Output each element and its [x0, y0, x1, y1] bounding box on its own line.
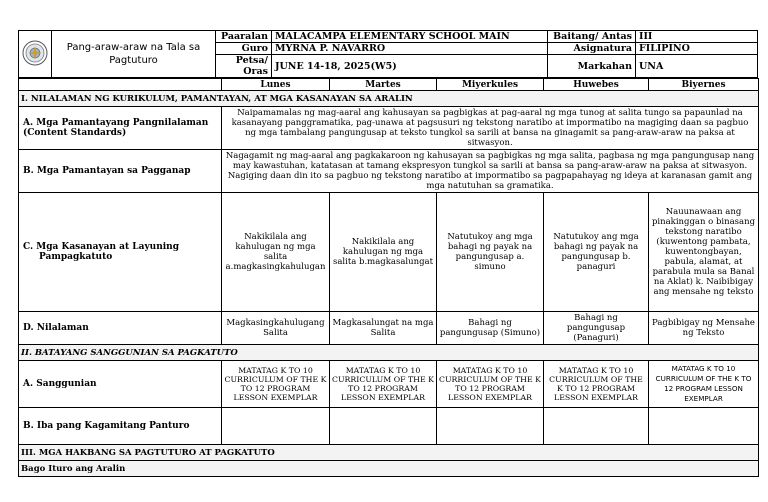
nilalaman-lunes: Magkasingkahulugang Salita: [222, 312, 330, 345]
sanggunian-miyerkules: MATATAG K TO 10 CURRICULUM OF THE K TO 12 PROGRAM LESSON EXEMPLAR: [437, 361, 544, 408]
paaralan-label: Paaralan: [216, 31, 272, 43]
sanggunian-huwebes: MATATAG K TO 10 CURRICULUM OF THE K TO 12 PROGRAM LESSON EXEMPLAR: [544, 361, 649, 408]
nilalaman-label: D. Nilalaman: [19, 312, 222, 345]
petsa-label: Petsa/ Oras: [216, 55, 272, 78]
performance-standards-label: B. Mga Pamantayan sa Pagganap: [19, 150, 222, 193]
row-performance-standards: [19, 150, 759, 193]
competencies-label-line1: C. Mga Kasanayan at Layuning: [23, 242, 180, 252]
day-miyerkules: Miyerkules: [437, 79, 544, 91]
day-huwebes: Huwebes: [544, 79, 649, 91]
nilalaman-martes: Magkasalungat na mga Salita: [330, 312, 437, 345]
section-3-title: III. MGA HAKBANG SA PAGTUTURO AT PAGKATUTO: [19, 445, 759, 461]
day-lunes: Lunes: [222, 79, 330, 91]
nilalaman-miyerkules: Bahagi ng pangungusap (Simuno): [437, 312, 544, 345]
nilalaman-huwebes: Bahagi ng pangungusap (Panaguri): [544, 312, 649, 345]
iba-pang-kagamitan-label: B. Iba pang Kagamitang Panturo: [19, 408, 222, 445]
guro-value: MYRNA P. NAVARRO: [272, 43, 548, 55]
paaralan-value: MALACAMPA ELEMENTARY SCHOOL MAIN: [272, 31, 548, 43]
iba-pang-miyerkules: [437, 408, 544, 445]
deped-seal: [19, 31, 52, 78]
iba-pang-huwebes: [544, 408, 649, 445]
sanggunian-lunes: MATATAG K TO 10 CURRICULUM OF THE K TO 12 PROGRAM LESSON EXEMPLAR: [222, 361, 330, 408]
subsection-row: [19, 461, 759, 477]
guro-label: Guro: [216, 43, 272, 55]
nilalaman-biyernes: Pagbibigay ng Mensahe ng Teksto: [649, 312, 759, 345]
sanggunian-martes: MATATAG K TO 10 CURRICULUM OF THE K TO 12 PROGRAM LESSON EXEMPLAR: [330, 361, 437, 408]
markahan-label: Markahan: [548, 55, 636, 78]
row-sanggunian: [19, 361, 759, 408]
section-row: [19, 345, 759, 361]
form-title: Pang-araw-araw na Tala sa Pagtuturo: [52, 31, 216, 78]
iba-pang-lunes: [222, 408, 330, 445]
competencies-label: [19, 193, 222, 312]
baitang-value: III: [636, 31, 758, 43]
day-martes: Martes: [330, 79, 437, 91]
row-nilalaman: [19, 312, 759, 345]
competency-huwebes: Natutukoy ang mga bahagi ng payak na pangungusap b. panaguri: [544, 193, 649, 312]
sanggunian-label: A. Sanggunian: [19, 361, 222, 408]
competencies-label-line2: Pampagkatuto: [39, 252, 113, 262]
row-content-standards: [19, 107, 759, 150]
baitang-label: Baitang/ Antas: [548, 31, 636, 43]
day-biyernes: Biyernes: [649, 79, 759, 91]
markahan-value: UNA: [636, 55, 758, 78]
section-2-title: II. BATAYANG SANGGUNIAN SA PAGKATUTO: [19, 345, 759, 361]
iba-pang-biyernes: [649, 408, 759, 445]
sanggunian-biyernes: MATATAG K TO 10 CURRICULUM OF THE K TO 12 PROGRAM LESSON EXEMPLAR: [649, 361, 759, 408]
asignatura-value: FILIPINO: [636, 43, 758, 55]
deped-seal-icon: [22, 40, 48, 66]
competency-biyernes: Nauunawaan ang pinakinggan o binasang tekstong naratibo (kuwentong pambata, kuwentongbayan, pabula, alamat, at parabula mula sa Banal na Aklat) k. Naibibigay ang mensahe ng teksto: [649, 193, 759, 312]
performance-standards-text: Nagagamit ng mag-aaral ang pagkakaroon ng kahusayan sa pagbigkas ng mga salita, pagbasa ng mga pangungusap nang may kawastuhan, katatasan at tamang ekspresyon tungkol sa sarili at bansa sa pang-araw-araw na paksa at sitwasyon. Nagiging daan din ito sa pagbuo ng tekstong naratibo at impormatibo sa pagpapahayag ng ideya at karanasan gamit ang mga natutuhan sa gramatika.: [222, 150, 759, 193]
dll-table: [18, 78, 759, 477]
content-standards-text: Naipamamalas ng mag-aaral ang kahusayan sa pagbigkas at pag-aaral ng mga tunog at salita tungo sa papaunlad na kasanayang panggramatika, pag-unawa at pagsusuri ng tekstong naratibo at impormatibo na magiging daan sa pagbuo ng mga tambalang pangungusap at teksto tungkol sa sarili at bansa na ginagamit sa pang-araw-araw na paksa at sitwasyon.: [222, 107, 759, 150]
section-row: [19, 445, 759, 461]
asignatura-label: Asignatura: [548, 43, 636, 55]
content-standards-label: A. Mga Pamantayang Pangnilalaman (Content Standards): [19, 107, 222, 150]
competency-miyerkules: Natutukoy ang mga bahagi ng payak na pangungusap a. simuno: [437, 193, 544, 312]
row-iba-pang-kagamitan: [19, 408, 759, 445]
petsa-value: JUNE 14-18, 2025(W5): [272, 55, 548, 78]
blank-corner: [19, 79, 222, 91]
day-header-row: [19, 79, 759, 91]
header-table: [18, 30, 758, 78]
competency-lunes: Nakikilala ang kahulugan ng mga salita a.magkasingkahulugan: [222, 193, 330, 312]
iba-pang-martes: [330, 408, 437, 445]
row-competencies: [19, 193, 759, 312]
competency-martes: Nakikilala ang kahulugan ng mga salita b.magkasalungat: [330, 193, 437, 312]
section-row: [19, 91, 759, 107]
bago-ituro-title: Bago Ituro ang Aralin: [19, 461, 759, 477]
section-1-title: I. NILALAMAN NG KURIKULUM, PAMANTAYAN, AT MGA KASANAYAN SA ARALIN: [19, 91, 759, 107]
